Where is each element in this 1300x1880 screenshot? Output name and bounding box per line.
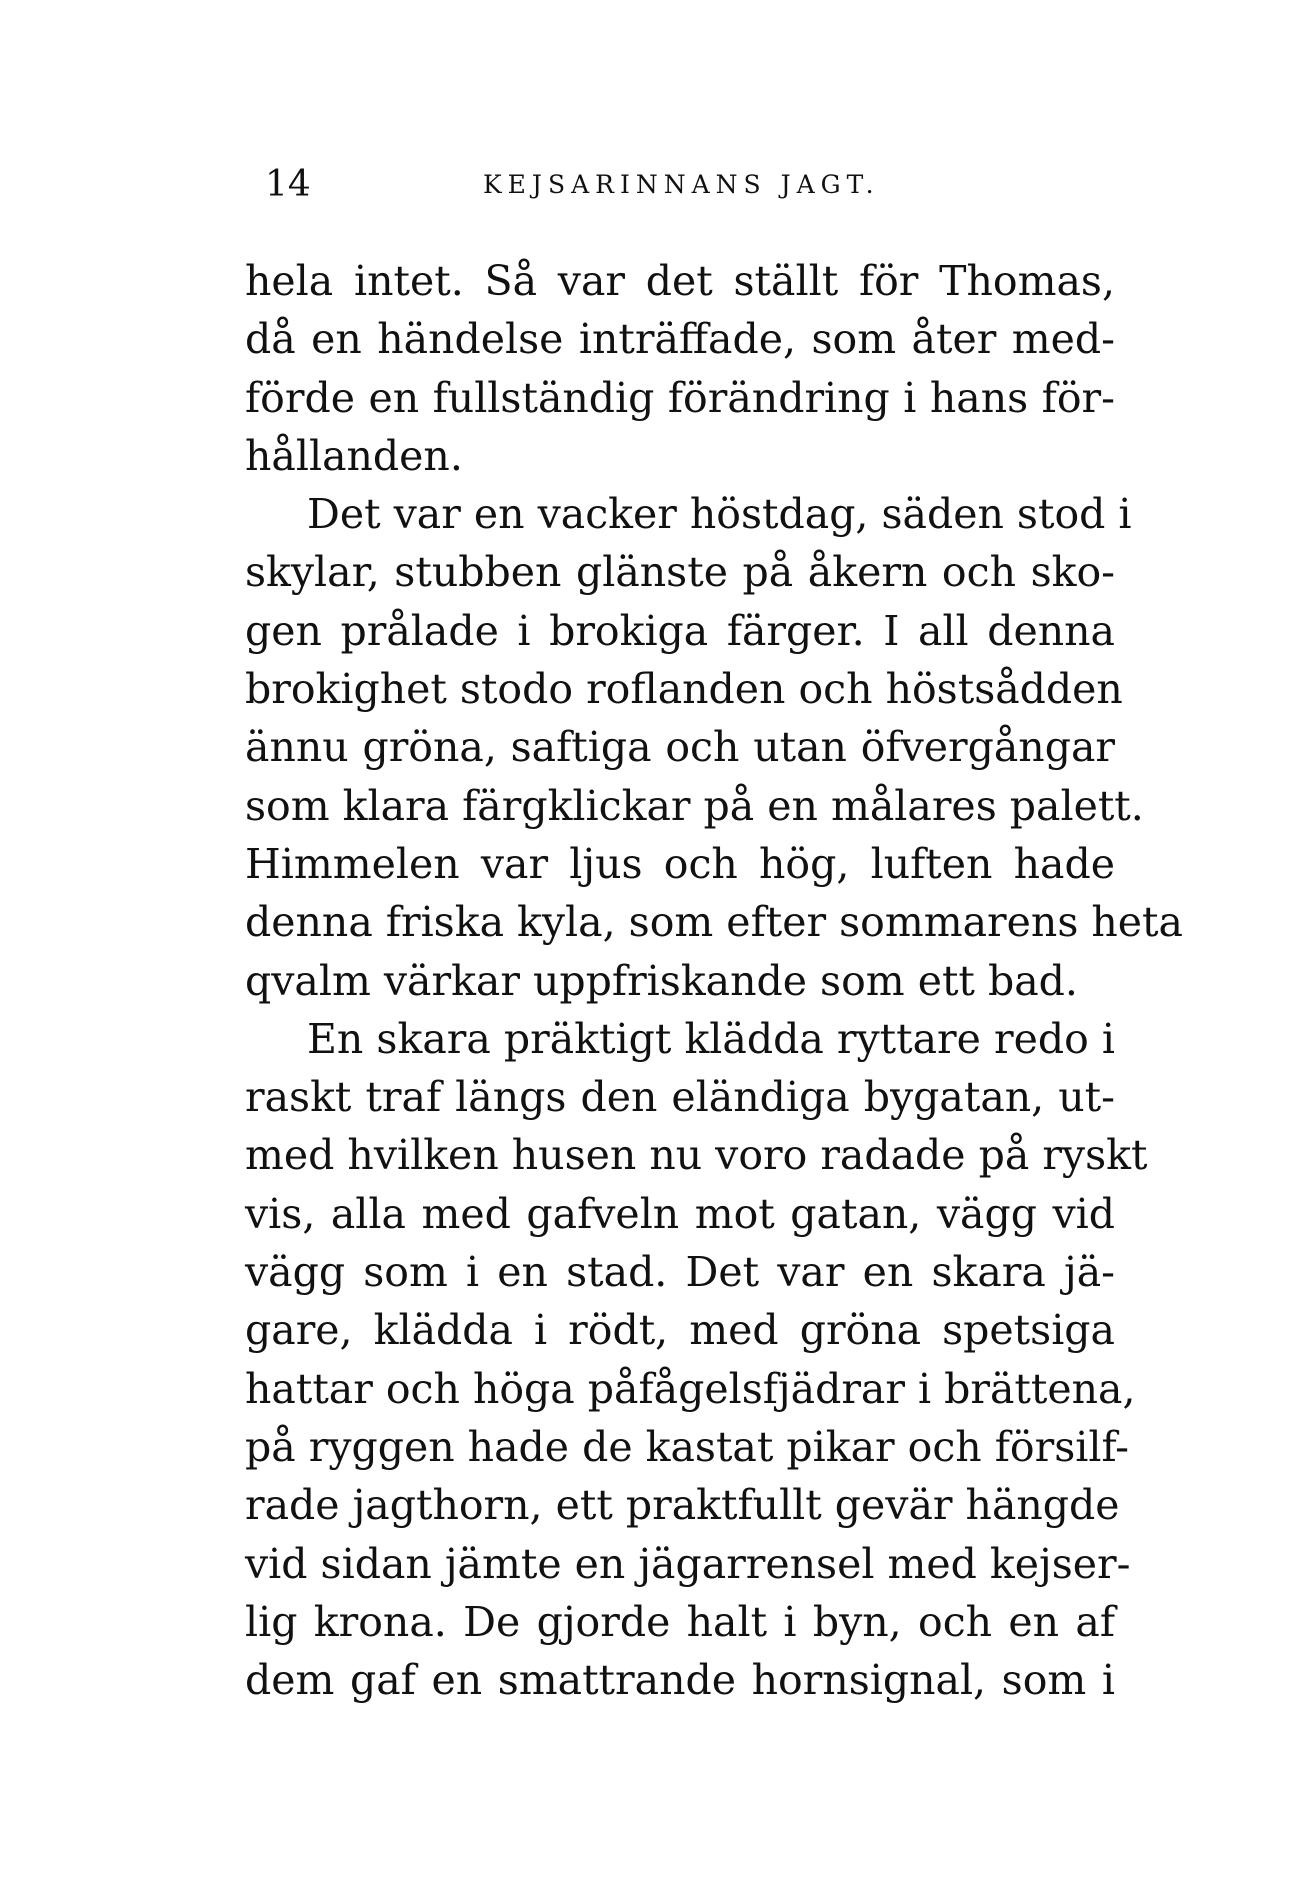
text-line: på ryggen hade de kastat pikar och försilf- [245, 1422, 1130, 1471]
text-line: som klara färgklickar på en målares palett. [245, 781, 1144, 830]
paragraph-start-line: Det var en vacker höstdag, säden stod i [307, 490, 1132, 539]
text-line: denna friska kyla, som efter sommarens heta [245, 898, 1183, 947]
body-text [245, 252, 1183, 1709]
text-line: Himmelen var ljus och hög, luften hade [245, 839, 1115, 888]
text-line: vägg som i en stad. Det var en skara jä- [245, 1248, 1115, 1297]
text-line: vis, alla med gafveln mot gatan, vägg vid [245, 1189, 1115, 1238]
text-line: hållanden. [245, 431, 463, 480]
text-line: dem gaf en smattrande hornsignal, som i [245, 1656, 1115, 1705]
text-line: qvalm värkar uppfriskande som ett bad. [245, 956, 1078, 1005]
text-line: raskt traf längs den eländiga bygatan, ut- [245, 1073, 1115, 1122]
text-line: hattar och höga påfågelsfjädrar i brättena, [245, 1364, 1136, 1413]
text-line: rade jagthorn, ett praktfullt gevär hängde [245, 1481, 1120, 1530]
text-line: förde en fullständig förändring i hans för- [245, 373, 1115, 422]
running-title: KEJSARINNANS JAGT. [483, 170, 880, 199]
text-line: gen prålade i brokiga färger. I all denna [245, 606, 1115, 655]
page-number: 14 [265, 164, 311, 205]
text-line: gare, klädda i rödt, med gröna spetsiga [245, 1306, 1115, 1355]
text-line: lig krona. De gjorde halt i byn, och en af [245, 1597, 1115, 1646]
text-line: ännu gröna, saftiga och utan öfvergångar [245, 723, 1115, 772]
text-line: då en händelse inträffade, som åter med- [245, 315, 1115, 364]
text-line: skylar, stubben glänste på åkern och sko- [245, 548, 1115, 597]
paragraph-start-line: En skara präktigt klädda ryttare redo i [307, 1014, 1115, 1063]
page-header [265, 160, 1105, 210]
text-line: vid sidan jämte en jägarrensel med kejser- [245, 1539, 1131, 1588]
text-line: brokighet stodo roflanden och höstsådden [245, 665, 1123, 714]
text-line: med hvilken husen nu voro radade på ryskt [245, 1131, 1148, 1180]
text-line: hela intet. Så var det ställt för Thomas, [245, 257, 1115, 305]
